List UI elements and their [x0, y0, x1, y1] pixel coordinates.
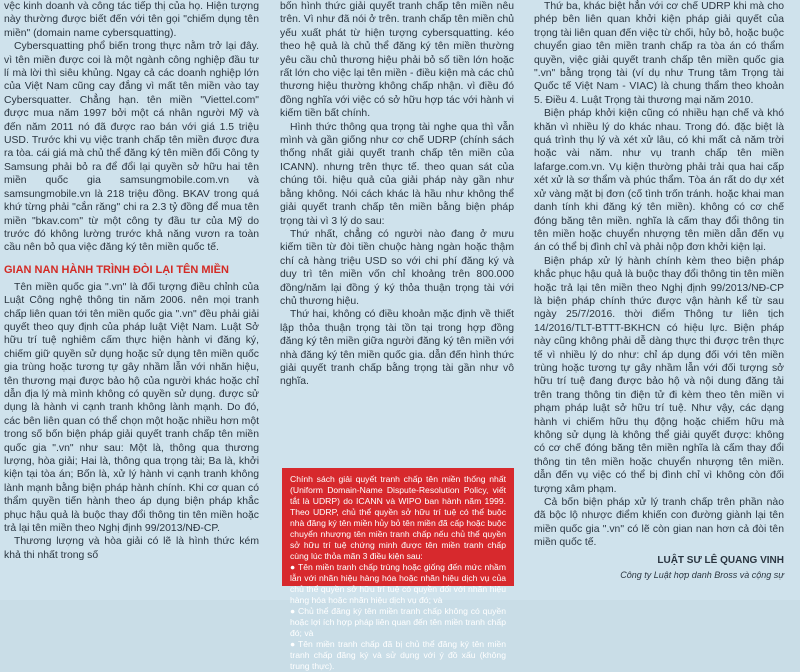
paragraph: bốn hình thức giải quyết tranh chấp tên miền nêu trên. Vì như đã nói ở trên. tranh chấp tên miền chủ yếu xuất phát từ hiện tượng cybersquatting. kéo theo hệ quả là chủ thể đăng ký tên miền thường yêu cầu chủ thương hiệu phải bỏ số tiền lớn hoặc rất lớn cho việc lại tên miền - điều kiện mà các chủ thương hiệu thường không chấp nhận. vì điều đó đồng nghĩa với việc có sở hữu hợp tác với hành vi kiếm tiền bất chính.	[280, 1, 514, 120]
box-intro: Chính sách giải quyết tranh chấp tên miền thống nhất (Uniform Domain-Name Dispute-Resolution Policy, viết tắt là UDRP) do ICANN và WIPO ban hành năm 1999. Theo UDRP, chủ thể quyền sở hữu trí tuệ có thể buộc nhà đăng ký tên miền hủy bỏ tên miền đã cấp hoặc buộc chuyển nhượng tên miền tranh chấp nếu chủ thể quyền sở hữu trí tuệ chứng minh được tên miền tranh chấp cùng lúc thỏa mãn 3 điều kiện sau:	[290, 474, 506, 561]
paragraph: Thứ nhất, chẳng có người nào đang ở mưu kiếm tiền từ đòi tiền chuộc hàng ngàn hoặc thậm chí cả hàng triệu USD so với chi phí đăng ký và duy trì tên miền vốn chỉ khoảng trên 800.000 đồng/năm lại đồng ý ký thỏa thuận trọng tài với chủ thương hiệu.	[280, 228, 514, 307]
box-item	[290, 606, 506, 639]
bullet-icon: ●	[290, 606, 296, 616]
bullet-icon: ●	[290, 562, 296, 572]
paragraph: Biện pháp xử lý hành chính kèm theo biện pháp khắc phục hậu quả là buộc thay đổi thông tin tên miền hoặc trả lại tên miền theo Nghị định 99/2013/NĐ-CP là biện pháp chính thức được vận hành kể từ sau ngày 25/7/2016. thời điểm Thông tư liên tịch 14/2016/TLT-BTTT-BKHCN có hiệu lực. Biện pháp này cũng không phải dễ dàng thực thi được trên thực tế vì nhiều lý do như: chỉ áp dụng đối với tên miền trùng hoặc tương tự gây nhầm lẫn với đối tượng sở hữu trí tuệ đang được bảo hộ và nội dung đăng tải trên trang thông tin điện tử đi kèm theo tên miền vi phạm pháp luật sở hữu trí tuệ. Như vậy, các dạng hành vi chiếm hữu thụ động hoặc chiếm hữu mà không sử dụng là không thể giải quyết được: không có cơ chế đóng băng tên miền nghĩa là cấm thay đổi thông tin tên miền hoặc chuyển nhượng tên miền. dẫn đến vụ việc có thể bị đình chỉ vì không còn đối tượng xâm phạm.	[534, 255, 784, 495]
paragraph: Biện pháp khởi kiện cũng có nhiều hạn chế và khó khăn vì nhiều lý do khác nhau. Trong đó. đặc biệt là quá trình thụ lý và xét xử lâu, có khi mất cả năm trời hoặc vài năm. như vụ tranh chấp tên miền lafarge.com.vn. Vụ kiện thường phải trải qua hai cấp xét xử là sơ thẩm và phúc thẩm. Tòa án rất do dự xét xử vàng mặt bị đơn (cố tình trốn tránh. hoặc khai man danh tính khi đăng ký tên miền). không có cơ chế đóng băng tên miền. nghĩa là cấm thay đổi thông tin tên miền hoặc chuyển nhượng tên miền dẫn đến vụ án có thể bị đình chỉ và phải nộp đơn khởi kiện lại.	[534, 108, 784, 254]
box-item	[290, 562, 506, 606]
udrp-sidebar-box	[282, 468, 514, 671]
paragraph: vệc kinh doanh và công tác tiếp thị của họ. Hiện tượng này thường được biết đến với tên gọi "chiếm dụng tên miền" (domain name cybersquatting).	[4, 1, 259, 39]
paragraph: Thương lượng và hòa giải có lẽ là hình thức kém khả thi nhất trong số	[4, 536, 259, 561]
paragraph: Thứ ba, khác biệt hẳn với cơ chế UDRP khi mà cho phép bên liên quan khởi kiện pháp giải quyết của trọng tài liên quan đến việc từ chối, hủy bỏ, hoặc buộc chuyển giao tên miền tranh chấp ra tòa án có thẩm quyền, việc giải quyết tranh chấp tên miền quốc gia ".vn" bằng trọng tài (ví dụ như Trung tâm Trọng tài Quốc tế Việt Nam - VIAC) là chung thẩm theo khoản 5. Điều 4. Luật Trọng tài thương mại năm 2010.	[534, 1, 784, 106]
paragraph: Tên miền quốc gia ".vn" là đối tượng điều chỉnh của Luật Công nghệ thông tin năm 2006. nên mọi tranh chấp liên quan tới tên miền quốc gia ".vn" đều phải giải quyết theo quy định của pháp luật Việt Nam. Luật Sở hữu trí tuệ nghiêm cấm thực hiện hành vi đăng ký, chiếm giữ quyền sử dụng hoặc sử dụng tên miền quốc gia trùng hoặc tương tự gây nhầm lẫn với nhãn hiệu, tên thương mại được bảo hộ của người khác hoặc chỉ dẫn địa lý mà mình không có quyền sử dụng. được sử dụng là hành vi cạnh tranh không lành mạnh. Do đó, các bên liên quan có thể chọn một hoặc nhiều hơn một trong số bốn biện pháp giải quyết tranh chấp tên miền quốc gia ".vn" như sau: Một là, thông qua thương lượng, hòa giải; Hai là, thông qua trọng tài; Ba là, khởi kiện tại tòa án; Bốn là, xử lý hành vi cạnh tranh không lành mạnh bằng biện pháp hành chính. Khi cơ quan có thẩm quyền tiến hành theo áp dụng biện pháp khắc phục hậu quả là buộc thay đổi thông tin tên miền hoặc trả lại tên miền theo Nghị định 99/2013/NĐ-CP.	[4, 281, 259, 535]
box-item-text: Tên miền tranh chấp trùng hoặc giống đến mức nhầm lẫn với nhãn hiệu hàng hóa hoặc nhãn hiệu dịch vụ của chủ thể quyền sở hữu trí tuệ có quyền đối với nhãn hiệu hàng hóa hoặc nhãn hiệu dịch vụ đó; và	[290, 562, 506, 605]
section-heading: GIAN NAN HÀNH TRÌNH ĐÒI LẠI TÊN MIỀN	[4, 263, 229, 276]
column-1	[4, 0, 259, 600]
paragraph: Cả bốn biện pháp xử lý tranh chấp trên phần nào đã bộc lộ nhược điểm khiến con đường giành lại tên miền quốc gia ".vn" có lẽ còn gian nan hơn cả đòi tên miền quốc tế.	[534, 497, 784, 549]
paragraph: Cybersquatting phổ biến trong thực nằm trở lại đây. vì tên miền được coi là một ngành công nghiệp đầu tư lí mà lời thì siêu khủng. Ngay cả các doanh nghiệp lớn của Việt Nam cũng cay đắng vì mất tên miền vào tay Cybersquatter. Chẳng hạn. tên miền "Viettel.com" được mua năm 1997 bởi một cá nhân người Mỹ và đến năm 2011 nó đã được rao bán với giá 1.5 triệu USD. Trước khi vụ việc tranh chấp tên miền được đưa ra tòa. cái giá mà chủ thể đăng ký tên miền đối Công ty Samsung phải bỏ ra để đổi lại quyền sở hữu hai tên miền quốc gia samsungmobile.com.vn và samsungmobile.vn là 218 triệu đồng. BKAV trong quá khứ từng phải "cắn răng" chi ra 2.3 tỷ đồng để mua tên miền "bkav.com" từ một công ty đầu tư của Mỹ do trước đó không lường trước khả năng vươn ra toàn cầu nên bỏ qua việc đăng ký tên miền quốc tế.	[4, 41, 259, 254]
paragraph: Hình thức thông qua trọng tài nghe qua thì vẫn mình và gần giống như cơ chế UDRP (chính sách thống nhất giải quyết tranh chấp tên miền của ICANN). nhưng trên thực tế. theo quan sát của chúng tôi. hiệu quả của giải pháp này gần như bằng không. Nói cách khác là hầu như không thể giải quyết tranh chấp tên miền bằng biện pháp trọng tài vì 3 lý do sau:	[280, 121, 514, 227]
box-item-text: Tên miền tranh chấp đã bị chủ thể đăng ký tên miền tranh chấp đăng ký và sử dụng với ý đồ xấu (không trung thực).	[290, 639, 506, 671]
paragraph: Thứ hai, không có điều khoản mặc định về thiết lập thỏa thuận trọng tài tồn tại trong hợp đồng đăng ký tên miền giữa người đăng ký tên miền với nhà đăng ký tên miền quốc gia. dẫn đến hình thức giải quyết tranh chấp bằng trọng tài gần như vô nghĩa.	[280, 309, 514, 388]
box-item-text: Chủ thể đăng ký tên miền tranh chấp không có quyền hoặc lợi ích hợp pháp liên quan đến tên miền tranh chấp đó; và	[290, 606, 506, 638]
column-3	[534, 0, 784, 600]
author-company: Công ty Luật hợp danh Bross và cộng sự	[620, 570, 784, 581]
box-item	[290, 639, 506, 672]
bullet-icon: ●	[290, 639, 296, 649]
author-signature: LUẬT SƯ LÊ QUANG VINH	[657, 554, 784, 566]
